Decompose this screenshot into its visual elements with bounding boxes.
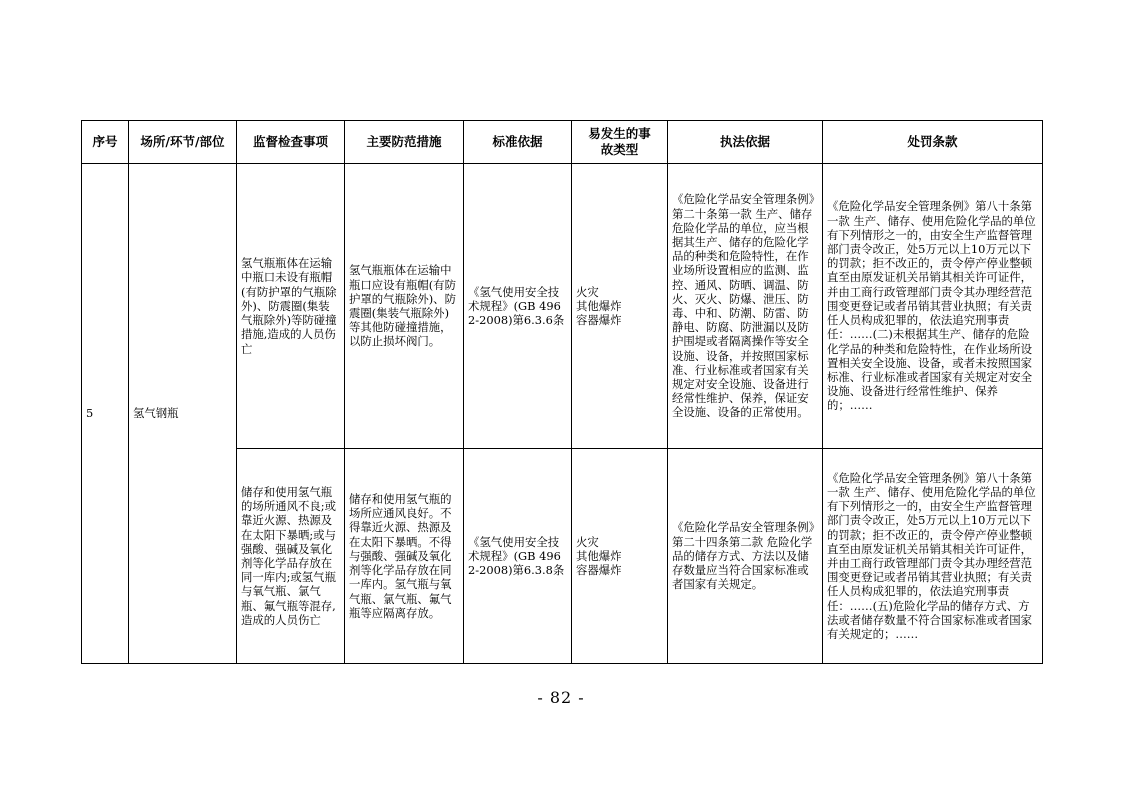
- measures-cell: 氢气瓶瓶体在运输中瓶口应设有瓶帽(有防护罩的气瓶除外)、防震圈(集装气瓶除外)等其他防碰撞措施，以防止损坏阀门。: [345, 164, 464, 449]
- law-basis-cell: 《危险化学品安全管理条例》第二十四条第二款 危险化学品的储存方式、方法以及储存数量应当符合国家标准或者国家有关规定。: [668, 449, 823, 664]
- location-cell: 氢气钢瓶: [129, 164, 237, 664]
- page-number: - 82 -: [537, 688, 585, 707]
- standard-cell: 《氢气使用安全技术规程》(GB 4962-2008)第6.3.6条: [464, 164, 572, 449]
- header-serial: 序号: [82, 121, 129, 164]
- header-penalty: 处罚条款: [823, 121, 1043, 164]
- penalty-cell: 《危险化学品安全管理条例》第八十条第一款 生产、储存、使用危险化学品的单位有下列情形之一的，由安全生产监督管理部门责令改正，处5万元以上10万元以下的罚款；拒不改正的，责令停产停业整顿直至由原发证机关吊销其相关许可证件，并由工商行政管理部门责令其办理经营范围变更登记或者吊销其营业执照；有关责任人员构成犯罪的，依法追究刑事责任：……(二)未根据其生产、储存的危险化学品的种类和危险特性，在作业场所设置相关安全设施、设备，或者未按照国家标准、行业标准或者国家有关规定对安全设施、设备进行经常性维护、保养的；……: [823, 164, 1043, 449]
- header-location: 场所/环节/部位: [129, 121, 237, 164]
- header-inspection: 监督检查事项: [237, 121, 345, 164]
- measures-cell: 储存和使用氢气瓶的场所应通风良好。不得靠近火源、热源及在太阳下暴晒。不得与强酸、强碱及氧化剂等化学品存放在同一库内。氢气瓶与氧气瓶、氯气瓶、氟气瓶等应隔离存放。: [345, 449, 464, 664]
- inspection-cell: 储存和使用氢气瓶的场所通风不良;或靠近火源、热源及在太阳下暴晒;或与强酸、强碱及氧化剂等化学品存放在同一库内;或氢气瓶与氧气瓶、氯气瓶、氟气瓶等混存,造成的人员伤亡: [237, 449, 345, 664]
- inspection-cell: 氢气瓶瓶体在运输中瓶口未设有瓶帽(有防护罩的气瓶除外)、防震圈(集装气瓶除外)等防碰撞措施,造成的人员伤亡: [237, 164, 345, 449]
- header-law-basis: 执法依据: [668, 121, 823, 164]
- standard-cell: 《氢气使用安全技术规程》(GB 4962-2008)第6.3.8条: [464, 449, 572, 664]
- law-basis-cell: 《危险化学品安全管理条例》第二十条第一款 生产、储存危险化学品的单位，应当根据其生产、储存的危险化学品的种类和危险特性，在作业场所设置相应的监测、监控、通风、防晒、调温、防火、灭火、防爆、泄压、防毒、中和、防潮、防雷、防静电、防腐、防泄漏以及防护围堤或者隔离操作等安全设施、设备，并按照国家标准、行业标准或者国家有关规定对安全设施、设备进行经常性维护、保养，保证安全设施、设备的正常使用。: [668, 164, 823, 449]
- accident-type-cell: 火灾 其他爆炸 容器爆炸: [572, 164, 668, 449]
- accident-type-cell: 火灾 其他爆炸 容器爆炸: [572, 449, 668, 664]
- header-measures: 主要防范措施: [345, 121, 464, 164]
- header-accident-type: 易发生的事 故类型: [572, 121, 668, 164]
- header-standard: 标准依据: [464, 121, 572, 164]
- penalty-cell: 《危险化学品安全管理条例》第八十条第一款 生产、储存、使用危险化学品的单位有下列情形之一的，由安全生产监督管理部门责令改正，处5万元以上10万元以下的罚款；拒不改正的，责令停产停业整顿直至由原发证机关吊销其相关许可证件，并由工商行政管理部门责令其办理经营范围变更登记或者吊销其营业执照；有关责任人员构成犯罪的，依法追究刑事责任：……(五)危险化学品的储存方式、方法或者储存数量不符合国家标准或者国家有关规定的；……: [823, 449, 1043, 664]
- regulation-table: [81, 120, 1043, 664]
- header-row: [82, 121, 1043, 164]
- serial-cell: 5: [82, 164, 129, 664]
- table-row: [82, 164, 1043, 449]
